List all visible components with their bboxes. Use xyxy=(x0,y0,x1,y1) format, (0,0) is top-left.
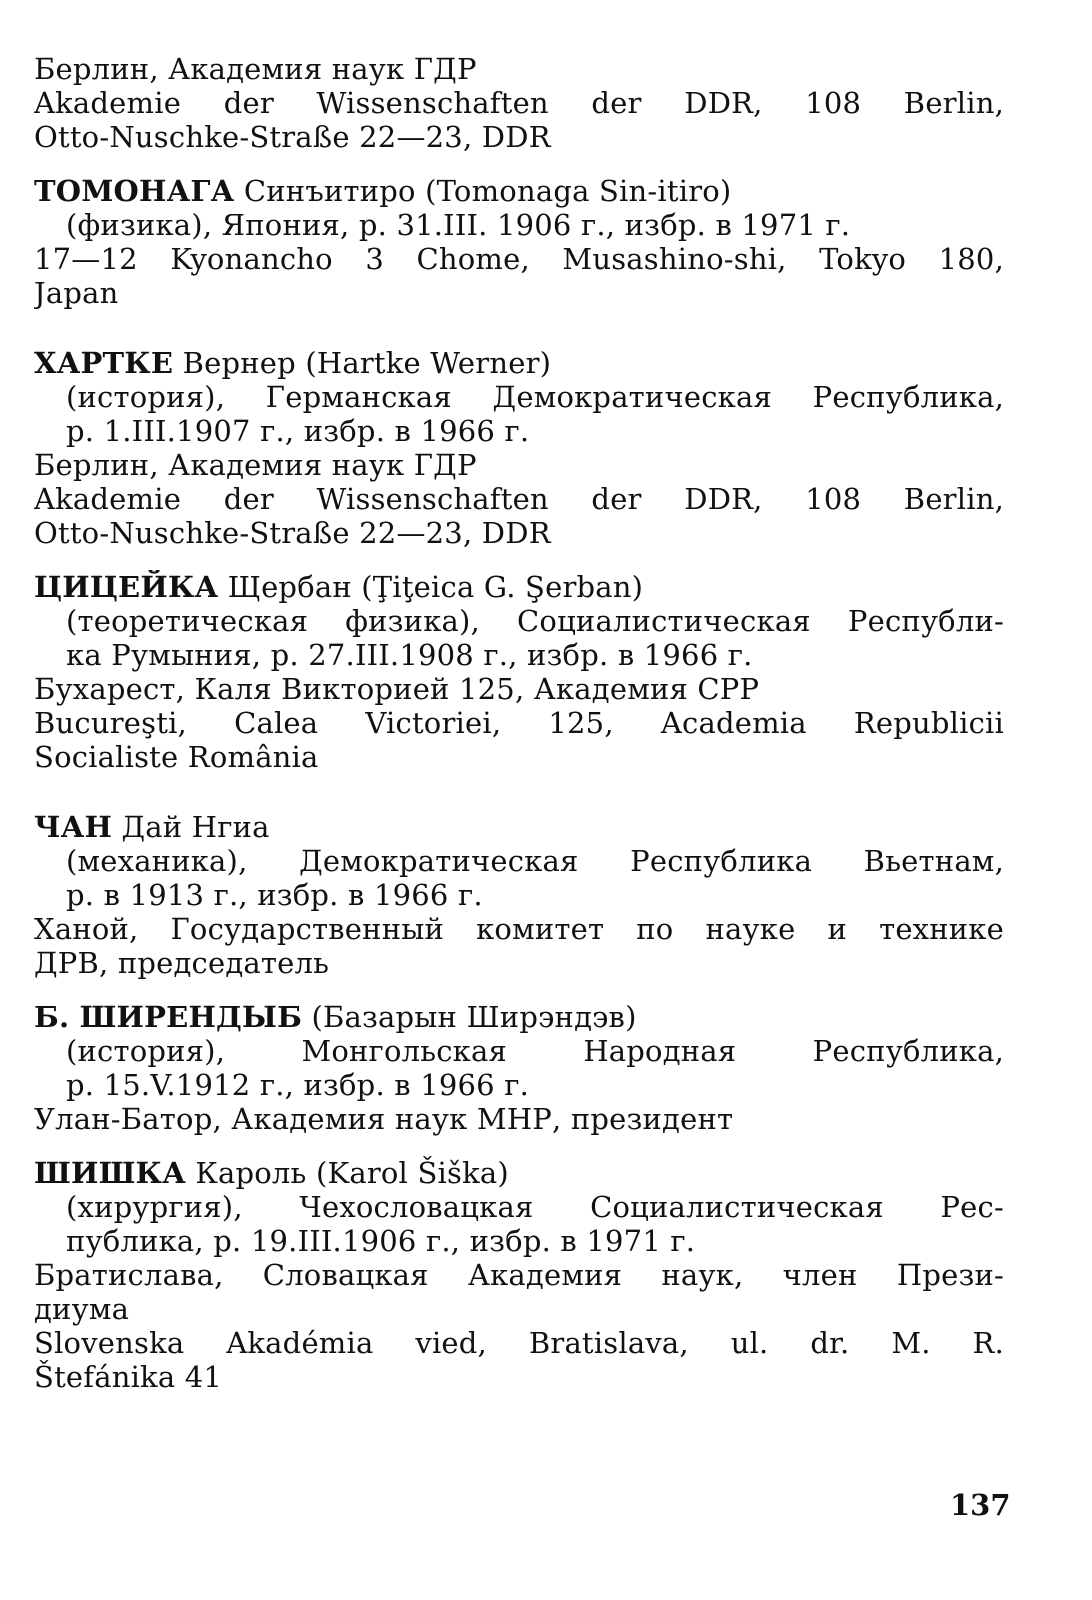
entry-surname: Б. ШИРЕНДЫБ xyxy=(34,1000,303,1034)
address-line: Akademie der Wissenschaften der DDR, 108 Berlin, xyxy=(34,86,1004,120)
entry-given-name: (Базарын Ширэндэв) xyxy=(302,1000,637,1034)
entry-hartke xyxy=(34,346,1004,550)
address-line: Akademie der Wissenschaften der DDR, 108 Berlin, xyxy=(34,482,1004,516)
entry-heading xyxy=(34,810,1004,844)
entry-given-name: Синъитиро (Tomonaga Sin-itiro) xyxy=(234,174,732,208)
address-line: Бухарест, Каля Викторией 125, Академия СРР xyxy=(34,672,760,706)
address-line: Socialiste România xyxy=(34,740,319,774)
address-line: Otto-Nuschke-Straße 22—23, DDR xyxy=(34,516,551,550)
entry-bio-line: (хирургия), Чехословацкая Социалистическая Рес- xyxy=(66,1190,1004,1224)
page-number: 137 xyxy=(950,1488,1011,1522)
entry-heading xyxy=(34,1000,1004,1034)
address-line: 17—12 Kyonancho 3 Chome, Musashino-shi, Tokyo 180, xyxy=(34,242,1004,276)
entry-given-name: Щербан (Ţiţeica G. Şerban) xyxy=(218,570,644,604)
address-line: Берлин, Академия наук ГДР xyxy=(34,52,477,86)
directory-page xyxy=(34,52,1004,1414)
entry-surname: ЧАН xyxy=(34,810,113,844)
entry-shirendyb xyxy=(34,1000,1004,1136)
entry-surname: ХАРТКЕ xyxy=(34,346,174,380)
entry-bio-line: (теоретическая физика), Социалистическая Республи- xyxy=(66,604,1004,638)
entry-surname: ТОМОНАГА xyxy=(34,174,235,208)
entry-bio-line: р. в 1913 г., избр. в 1966 г. xyxy=(66,878,483,912)
entry-titeica xyxy=(34,570,1004,774)
entry-given-name: Кароль (Karol Šiška) xyxy=(185,1156,509,1190)
entry-bio-line: (история), Монгольская Народная Республика, xyxy=(66,1034,1004,1068)
entry-heading xyxy=(34,174,1004,208)
entry-bio-line: р. 15.V.1912 г., избр. в 1966 г. xyxy=(66,1068,530,1102)
entry-chan xyxy=(34,810,1004,980)
address-line: Братислава, Словацкая Академия наук, член Прези- xyxy=(34,1258,1004,1292)
entry-bio-line: ка Румыния, р. 27.III.1908 г., избр. в 1966 г. xyxy=(66,638,753,672)
address-line: Ханой, Государственный комитет по науке и технике xyxy=(34,912,1004,946)
entry-bio-line: (история), Германская Демократическая Республика, xyxy=(66,380,1004,414)
address-line: Берлин, Академия наук ГДР xyxy=(34,448,477,482)
address-line: ДРВ, председатель xyxy=(34,946,330,980)
entry-heading xyxy=(34,1156,1004,1190)
entry-surname: ШИШКА xyxy=(34,1156,186,1190)
entry-tomonaga xyxy=(34,174,1004,310)
address-line: Otto-Nuschke-Straße 22—23, DDR xyxy=(34,120,551,154)
address-line: Slovenska Akadémia vied, Bratislava, ul. dr. M. R. xyxy=(34,1326,1004,1360)
address-line: Улан-Батор, Академия наук МНР, президент xyxy=(34,1102,734,1136)
address-line: Štefánika 41 xyxy=(34,1360,223,1394)
spacer xyxy=(34,330,1004,346)
entry-continuation xyxy=(34,52,1004,154)
entry-siska xyxy=(34,1156,1004,1394)
spacer xyxy=(34,794,1004,810)
entry-bio-line: (механика), Демократическая Республика Вьетнам, xyxy=(66,844,1004,878)
entry-heading xyxy=(34,346,1004,380)
entry-bio-line: (физика), Япония, р. 31.III. 1906 г., избр. в 1971 г. xyxy=(66,208,851,242)
entry-given-name: Дай Нгиа xyxy=(112,810,270,844)
address-line: Japan xyxy=(34,276,119,310)
entry-surname: ЦИЦЕЙКА xyxy=(34,570,219,604)
address-line: диума xyxy=(34,1292,130,1326)
entry-heading xyxy=(34,570,1004,604)
address-line: Bucureşti, Calea Victoriei, 125, Academia Republicii xyxy=(34,706,1004,740)
entry-given-name: Вернер (Hartke Werner) xyxy=(173,346,552,380)
entry-bio-line: р. 1.III.1907 г., избр. в 1966 г. xyxy=(66,414,530,448)
entry-bio-line: публика, р. 19.III.1906 г., избр. в 1971 г. xyxy=(66,1224,696,1258)
